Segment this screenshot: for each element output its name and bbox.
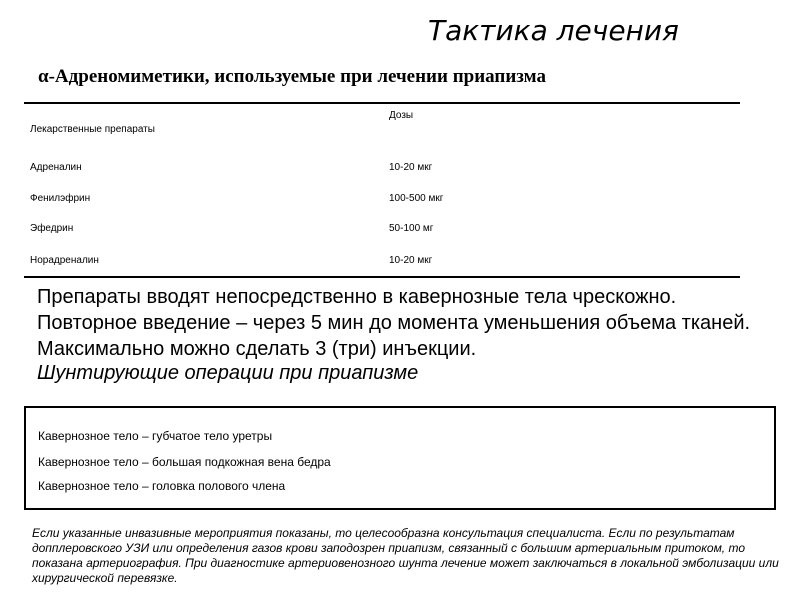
table-header-dose: Дозы <box>389 110 414 121</box>
administration-paragraph: Препараты вводят непосредственно в кавернозные тела чрескожно. Повторное введение – через 5 мин до момента уменьшения объема тканей. Максимально можно сделать 3 (три) инъекции. <box>37 286 751 360</box>
table-cell-dose: 50-100 мг <box>389 223 434 234</box>
table-bottom-rule <box>24 276 740 278</box>
table-top-rule <box>24 102 740 104</box>
table-cell-dose: 10-20 мкг <box>389 255 433 266</box>
table-cell-dose: 10-20 мкг <box>389 162 433 173</box>
table-cell-drug: Фенилэфрин <box>30 193 91 204</box>
table-cell-drug: Эфедрин <box>30 223 74 234</box>
slide-title: Тактика лечения <box>428 14 679 47</box>
specialist-note: Если указанные инвазивные мероприятия показаны, то целесообразна консультация специалиста. Если по результатам допплеровского УЗИ или определения газов крови заподозрен приапизм, связанный с большим артериальным притоком, то показана артериография. При диагностике артериовенозного шунта лечение может заключаться в локальной эмболизации или хирургической перевязке. <box>32 526 779 585</box>
surgery-option: Кавернозное тело – головка полового члена <box>38 479 286 493</box>
surgery-option: Кавернозное тело – большая подкожная вена бедра <box>38 455 331 469</box>
table-cell-drug: Адреналин <box>30 162 82 173</box>
table-title: α-Адреномиметики, используемые при лечении приапизма <box>38 66 546 87</box>
table-cell-drug: Норадреналин <box>30 255 99 266</box>
table-cell-dose: 100-500 мкг <box>389 193 444 204</box>
surgery-options-box <box>24 406 776 510</box>
surgery-heading: Шунтирующие операции при приапизме <box>37 362 419 384</box>
table-header-drug: Лекарственные препараты <box>30 124 155 135</box>
surgery-option: Кавернозное тело – губчатое тело уретры <box>38 429 273 443</box>
